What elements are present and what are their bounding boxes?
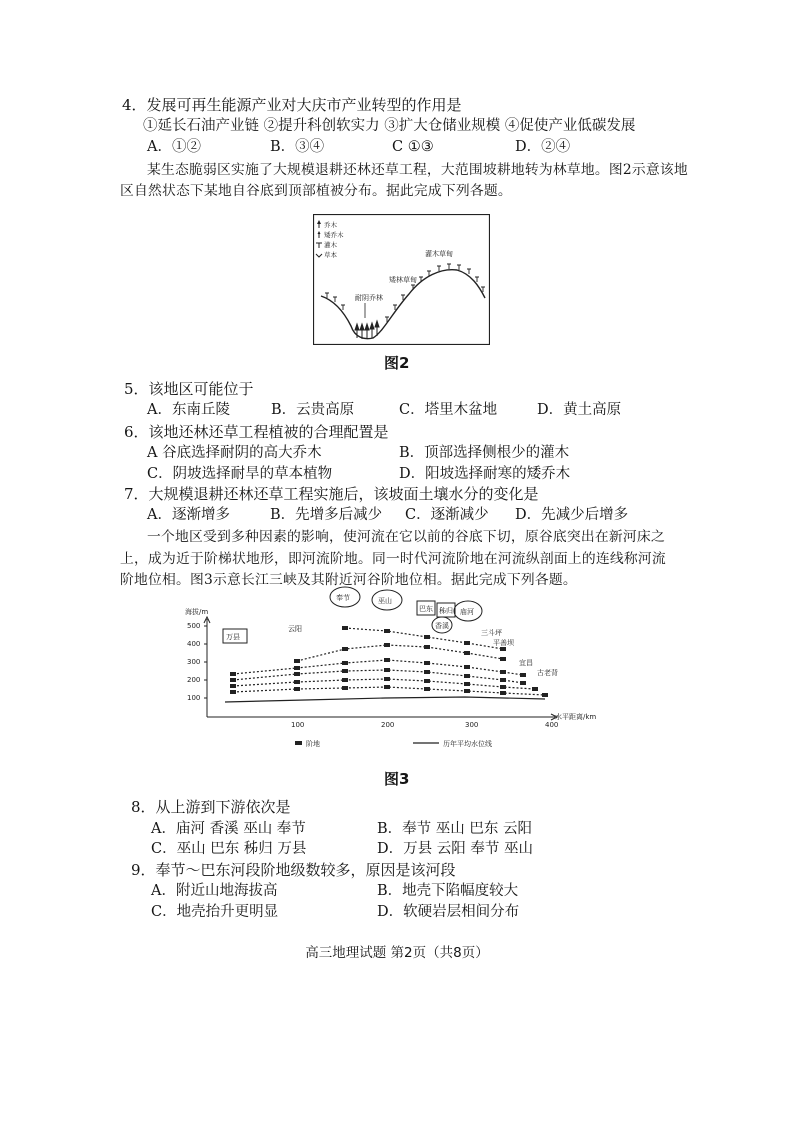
q4-option-b: B．③④ — [270, 139, 325, 155]
q4-option-c: C ①③ — [392, 139, 434, 155]
q5-stem: 5．该地区可能位于 — [124, 380, 254, 398]
q4-stem: 4．发展可再生能源产业对大庆市产业转型的作用是 — [122, 96, 462, 114]
terrace-legend-icon — [295, 741, 302, 745]
q7-option-b: B．先增多后减少 — [270, 507, 383, 523]
q6-option-c: C．阴坡选择耐旱的草本植物 — [147, 466, 333, 482]
q7-stem: 7．大规模退耕还林还草工程实施后，该坡面土壤水分的变化是 — [124, 485, 539, 503]
q5-option-d: D．黄土高原 — [537, 402, 622, 418]
x-tick-200: 200 — [381, 721, 395, 729]
passage2-line-1: 一个地区受到多种因素的影响，使河流在它以前的谷底下切，原谷底突出在新河床之 — [147, 529, 665, 545]
x-tick-400: 400 — [545, 721, 559, 729]
place-wanxian: 万县 — [226, 633, 240, 641]
q5-option-a: A．东南丘陵 — [147, 402, 230, 418]
q9-option-d: D．软硬岩层相间分布 — [377, 904, 520, 920]
water-level-line — [225, 697, 545, 702]
place-pingshanba: 平善坝 — [493, 639, 514, 647]
q6-stem: 6．该地还林还草工程植被的合理配置是 — [124, 423, 389, 441]
fig3-legend — [295, 739, 492, 748]
q5-option-c: C．塔里木盆地 — [399, 402, 498, 418]
y-tick-500: 500 — [187, 622, 201, 630]
fig2-legend — [316, 220, 344, 259]
fig3-y-axis-label: 海拔/m — [185, 608, 209, 616]
x-tick-300: 300 — [465, 721, 479, 729]
q6-option-d: D．阳坡选择耐寒的矮乔木 — [399, 466, 571, 482]
vegetation-profile-figure — [313, 214, 490, 345]
label-dwarf-meadow: 矮林草甸 — [389, 276, 417, 284]
legend-shrub: 灌木 — [324, 241, 337, 249]
q9-option-c: C．地壳抬升更明显 — [151, 904, 279, 920]
place-sandouping: 三斗坪 — [481, 629, 502, 637]
label-shrub-meadow: 灌木草甸 — [425, 250, 453, 258]
place-xiangxi: 香溪 — [435, 622, 449, 630]
y-tick-400: 400 — [187, 640, 201, 648]
fig3-x-axis-label: 水平距离/km — [555, 713, 597, 721]
place-fengjie: 奉节 — [336, 594, 350, 602]
fig2-caption: 图2 — [384, 354, 410, 372]
place-zigui: 秭归 — [439, 607, 453, 615]
q9-stem: 9．奉节～巴东河段阶地级数较多，原因是该河段 — [131, 861, 456, 879]
terrace-profile-figure — [185, 583, 603, 755]
q8-option-d: D．万县 云阳 奉节 巫山 — [377, 841, 533, 857]
passage2-line-2: 上，成为近于阶梯状地形，即河流阶地。同一时代河流阶地在河流纵剖面上的连线称河流 — [120, 551, 666, 567]
legend-grass: 草本 — [324, 251, 337, 259]
place-miaohe: 庙河 — [460, 608, 474, 616]
q4-items: ①延长石油产业链 ②提升科创软实力 ③扩大仓储业规模 ④促使产业低碳发展 — [143, 118, 636, 134]
page-footer: 高三地理试题 第2页（共8页） — [305, 945, 489, 961]
slope-shrubs — [325, 264, 485, 322]
shrub-legend-icon — [316, 243, 322, 248]
place-wushan: 巫山 — [378, 597, 392, 605]
legend-water-level: 历年平均水位线 — [443, 740, 492, 748]
q8-option-b: B．奉节 巫山 巴东 云阳 — [377, 821, 532, 837]
y-tick-200: 200 — [187, 676, 201, 684]
q7-option-a: A．逐渐增多 — [147, 507, 230, 523]
legend-tree: 乔木 — [324, 221, 337, 229]
passage1-line-2: 区自然状态下某地自谷底到顶部植被分布。据此完成下列各题。 — [120, 183, 512, 199]
small-tree-legend-icon — [318, 231, 321, 238]
q9-option-a: A．附近山地海拔高 — [151, 883, 278, 899]
legend-small-tree: 矮乔木 — [324, 231, 344, 239]
fig3-y-ticks — [187, 622, 207, 702]
q4-option-a: A．①② — [147, 139, 201, 155]
q8-option-c: C．巫山 巴东 秭归 万县 — [151, 841, 307, 857]
place-yichang: 宜昌 — [519, 659, 533, 667]
q6-option-b: B．顶部选择侧根少的灌木 — [399, 445, 570, 461]
q7-option-d: D．先减少后增多 — [515, 507, 629, 523]
fig3-caption: 图3 — [384, 770, 410, 788]
x-tick-100: 100 — [291, 721, 305, 729]
tree-legend-icon — [317, 220, 321, 228]
passage1-line-1: 某生态脆弱区实施了大规模退耕还林还草工程，大范围坡耕地转为林草地。图2示意该地 — [147, 162, 688, 178]
passage2-line-3: 阶地位相。图3示意长江三峡及其附近河谷阶地位相。据此完成下列各题。 — [120, 572, 577, 588]
y-tick-300: 300 — [187, 658, 201, 666]
grass-legend-icon — [316, 254, 322, 257]
q8-option-a: A．庙河 香溪 巫山 奉节 — [151, 821, 306, 837]
place-gulaobei: 古老背 — [537, 669, 558, 677]
fig3-x-ticks — [291, 721, 558, 729]
label-shade-forest: 耐阴乔林 — [355, 294, 383, 302]
place-yunyang: 云阳 — [288, 625, 302, 633]
place-badong: 巴东 — [419, 605, 433, 613]
q4-option-d: D．②④ — [515, 139, 571, 155]
q6-option-a: A 谷底选择耐阴的高大乔木 — [147, 445, 322, 461]
q5-option-b: B．云贵高原 — [271, 402, 355, 418]
legend-terrace: 阶地 — [306, 740, 320, 748]
q8-stem: 8．从上游到下游依次是 — [131, 798, 291, 816]
y-tick-100: 100 — [187, 694, 201, 702]
q7-option-c: C．逐渐减少 — [405, 507, 489, 523]
q9-option-b: B．地壳下陷幅度较大 — [377, 883, 519, 899]
